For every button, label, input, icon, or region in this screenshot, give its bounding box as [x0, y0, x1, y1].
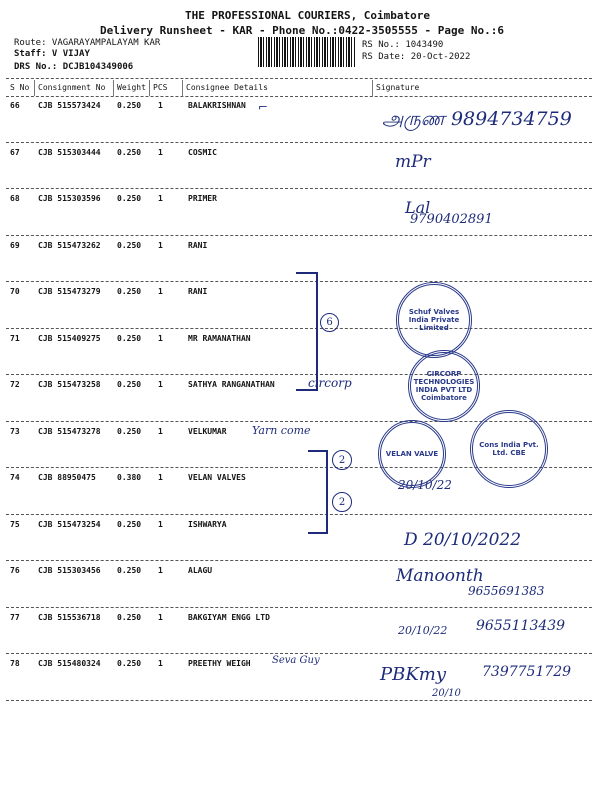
signature-78-phone: 7397751729	[482, 664, 572, 680]
cell-pcs: 1	[158, 519, 163, 529]
signature-76-name: Manoonth	[396, 566, 484, 586]
cell-consignment: CJB 515409275	[38, 333, 101, 343]
cell-consignment: CJB 515573424	[38, 101, 101, 110]
cell-sno: 72	[10, 380, 20, 389]
table-row	[0, 144, 600, 190]
col-divider	[149, 80, 150, 96]
date-74: 20/10/22	[398, 478, 452, 492]
cell-consignment: CJB 515303444	[38, 147, 101, 157]
cell-consignee: ALAGU	[188, 566, 213, 575]
cell-weight: 0.250	[117, 519, 142, 529]
note-yarn-come: Yarn come	[252, 424, 311, 437]
col-divider	[372, 80, 373, 96]
cell-consignment: CJB 515536718	[38, 612, 101, 622]
cell-weight: 0.250	[117, 659, 142, 668]
cell-sno: 75	[10, 519, 20, 529]
cell-consignment: CJB 515473279	[38, 287, 101, 296]
barcode	[258, 37, 356, 67]
cell-consignee: ISHWARYA	[188, 519, 227, 529]
cell-weight: 0.250	[117, 566, 142, 575]
count-circle: 6	[320, 313, 339, 332]
cell-sno: 77	[10, 612, 20, 622]
company-title: THE PROFESSIONAL COURIERS, Coimbatore	[185, 9, 431, 22]
row-divider	[6, 607, 592, 608]
cell-sno: 76	[10, 566, 20, 575]
cell-sno: 73	[10, 426, 20, 436]
col-divider	[182, 80, 183, 96]
cell-weight: 0.250	[117, 380, 142, 389]
cell-consignment: CJB 515303596	[38, 194, 101, 203]
cell-consignment: CJB 515473278	[38, 426, 101, 436]
signature-78-date: 20/10	[432, 688, 461, 699]
cell-weight: 0.250	[117, 194, 142, 203]
bracket-mark	[296, 272, 318, 391]
cell-weight: 0.250	[117, 287, 142, 296]
col-divider	[34, 80, 35, 96]
cell-weight: 0.250	[117, 147, 142, 157]
runsheet-title: Delivery Runsheet - KAR - Phone No.:0422-3505555 - Page No.:6	[100, 24, 504, 37]
cell-sno: 69	[10, 240, 20, 250]
signature-77-phone: 9655113439	[476, 618, 566, 634]
cell-consignment: CJB 515473258	[38, 380, 101, 389]
cell-pcs: 1	[158, 659, 163, 668]
header-top-rule	[6, 78, 592, 79]
row-divider	[6, 514, 592, 515]
cell-weight: 0.250	[117, 612, 142, 622]
cell-consignee: PRIMER	[188, 194, 217, 203]
cell-sno: 68	[10, 194, 20, 203]
cell-pcs: 1	[158, 287, 163, 296]
note-78: Seva Guy	[272, 655, 320, 666]
col-divider	[113, 80, 114, 96]
signature-66: அருண 9894734759	[382, 108, 572, 130]
company-stamp: VELAN VALVE	[378, 420, 446, 488]
cell-pcs: 1	[158, 473, 163, 482]
note-circorp: circorp	[308, 376, 352, 390]
col-consignee: Consignee Details	[186, 83, 268, 92]
cell-pcs: 1	[158, 426, 163, 436]
company-stamp: Schuf Valves India Private Limited	[396, 282, 472, 358]
cell-sno: 66	[10, 101, 20, 110]
col-weight: Weight	[117, 83, 146, 92]
cell-consignee: RANI	[188, 240, 208, 250]
signature-68-phone: 9790402891	[410, 212, 493, 227]
staff-label: Staff: V VIJAY	[14, 49, 90, 59]
cell-weight: 0.250	[117, 333, 142, 343]
cell-pcs: 1	[158, 380, 163, 389]
col-sno: S No	[10, 83, 30, 92]
cell-consignee: BALAKRISHNAN	[188, 101, 246, 110]
cell-consignee: RANI	[188, 287, 208, 296]
cell-sno: 74	[10, 473, 20, 482]
row-divider	[6, 188, 592, 189]
signature-75: D 20/10/2022	[404, 530, 522, 550]
cell-pcs: 1	[158, 612, 163, 622]
tick-mark: ⌐	[258, 100, 269, 114]
cell-weight: 0.250	[117, 240, 142, 250]
cell-pcs: 1	[158, 194, 163, 203]
rs-number: RS No.: 1043490	[362, 40, 444, 50]
cell-consignee: COSMIC	[188, 147, 217, 157]
row-divider	[6, 560, 592, 561]
cell-weight: 0.250	[117, 426, 142, 436]
cell-sno: 67	[10, 147, 20, 157]
company-stamp: CIRCORP TECHNOLOGIES INDIA PVT LTD Coimbatore	[408, 350, 480, 422]
cell-consignment: CJB 515303456	[38, 566, 101, 575]
row-divider	[6, 235, 592, 236]
cell-sno: 70	[10, 287, 20, 296]
signature-67: mPr	[395, 152, 431, 172]
row-divider	[6, 142, 592, 143]
count-circle: 2	[332, 492, 352, 512]
cell-consignment: CJB 515473262	[38, 240, 101, 250]
col-consignment: Consignment No	[38, 83, 106, 92]
rs-date: RS Date: 20-Oct-2022	[362, 52, 471, 62]
drs-number: DRS No.: DCJB104349006	[14, 62, 134, 72]
cell-pcs: 1	[158, 333, 163, 343]
count-circle: 2	[332, 450, 352, 470]
signature-76-phone: 9655691383	[468, 584, 545, 598]
cell-consignee: BAKGIYAM ENGG LTD	[188, 612, 270, 622]
cell-pcs: 1	[158, 101, 163, 110]
cell-consignment: CJB 515480324	[38, 659, 101, 668]
signature-77-date: 20/10/22	[398, 624, 448, 637]
cell-consignee: VELKUMAR	[188, 426, 227, 436]
row-divider	[6, 700, 592, 701]
cell-consignee: VELAN VALVES	[188, 473, 246, 482]
cell-weight: 0.250	[117, 101, 142, 110]
col-pcs: PCS	[153, 83, 168, 92]
cell-sno: 78	[10, 659, 20, 668]
route-label: Route: VAGARAYAMPALAYAM KAR	[14, 38, 161, 48]
table-row	[0, 190, 600, 236]
cell-consignee: MR RAMANATHAN	[188, 333, 251, 343]
col-signature: Signature	[376, 83, 420, 92]
cell-pcs: 1	[158, 147, 163, 157]
cell-sno: 71	[10, 333, 20, 343]
company-stamp: Cons India Pvt. Ltd. CBE	[470, 410, 548, 488]
cell-pcs: 1	[158, 240, 163, 250]
bracket-mark	[308, 450, 328, 534]
cell-consignment: CJB 88950475	[38, 473, 96, 482]
cell-consignment: CJB 515473254	[38, 519, 101, 529]
row-divider	[6, 653, 592, 654]
signature-78-name: PBKmy	[380, 664, 447, 685]
cell-pcs: 1	[158, 566, 163, 575]
cell-consignee: PREETHY WEIGH	[188, 659, 251, 668]
cell-consignee: SATHYA RANGANATHAN	[188, 380, 275, 389]
signature-68-name: Lal	[405, 198, 431, 217]
cell-weight: 0.380	[117, 473, 142, 482]
